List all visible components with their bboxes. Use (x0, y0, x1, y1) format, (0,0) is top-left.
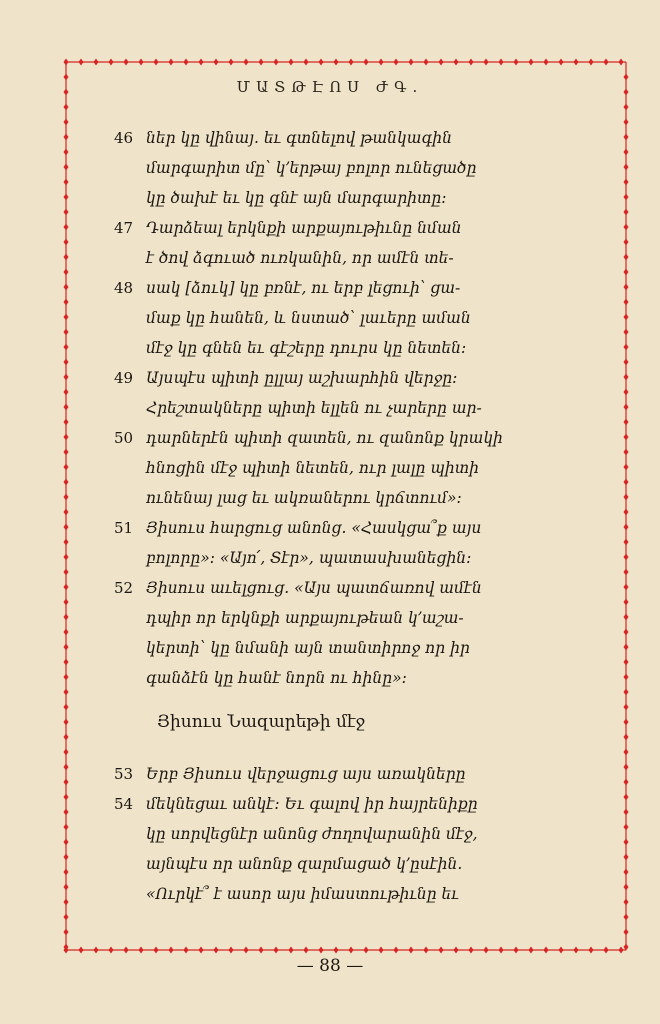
verse-text: կը սորվեցնէր անոնց ժողովարանին մէջ, (146, 825, 478, 843)
verse-text: կերտի՝ կը նմանի այն տանտիրոջ որ իր (146, 639, 470, 657)
page-number: — 88 — (296, 956, 364, 976)
verse-line (114, 572, 588, 604)
verse-line (118, 662, 588, 694)
verse-number: 46 (114, 129, 134, 147)
verse-line (118, 848, 588, 880)
verse-text: Յիսուս աւելցուց. «Այս պատճառով ամէն (146, 579, 482, 597)
verse-number: 48 (114, 279, 134, 297)
verse-line (118, 482, 588, 514)
verse-line (118, 392, 588, 424)
verse-number: 54 (114, 795, 134, 813)
verse-text: գանձէն կը հանէ նորն ու հինը»: (146, 669, 407, 687)
verse-number: 52 (114, 579, 134, 597)
verse-number: 51 (114, 519, 134, 537)
verse-text: կը ծախէ եւ կը գնէ այն մարգարիտը: (146, 189, 447, 207)
verse-line (118, 182, 588, 214)
verse-line (118, 302, 588, 334)
verse-text: այնպէս որ անոնք զարմացած կ՚ըսէին. (146, 855, 463, 873)
verse-line (114, 212, 588, 244)
verse-line (114, 788, 588, 820)
verse-text: դպիր որ երկնքի արքայութեան կ՚աշա- (146, 609, 464, 627)
verse-line (118, 242, 588, 274)
verse-text: է ծով ձգուած ուռկանին, որ ամէն տե- (146, 249, 454, 267)
verse-line (114, 422, 588, 454)
verse-number: 50 (114, 429, 134, 447)
verse-line (114, 758, 588, 790)
verse-text: «Ուրկէ՞ է ասոր այս իմաստութիւնը եւ (146, 885, 459, 903)
verse-text: ունենայ լաց եւ ակռաներու կրճտում»: (146, 489, 462, 507)
verse-text: Դարձեալ երկնքի արքայութիւնը նման (146, 219, 462, 237)
verse-line (118, 452, 588, 484)
verse-text: մաք կը հանեն, և նստած՝ լաւերը աման (146, 309, 471, 327)
section-heading: Յիսուս Նազարեթի մէջ (157, 712, 366, 732)
running-header: ՄԱՏԹԷՈՍ ԺԳ. (236, 78, 424, 96)
verse-text: մէջ կը գնեն եւ գէշերը դուրս կը նետեն: (146, 339, 467, 357)
verse-line (114, 272, 588, 304)
verse-text: մեկնեցաւ անկէ: Եւ գալով իր հայրենիքը (146, 795, 478, 813)
verse-text: Հրեշտակները պիտի ելլեն ու չարերը ար- (146, 399, 482, 417)
verse-text: հնոցին մէջ պիտի նետեն, ուր լալը պիտի (146, 459, 479, 477)
verse-text: Յիսուս հարցուց անոնց. «Հասկցա՞ք այս (146, 519, 482, 537)
verse-line (114, 512, 588, 544)
verse-line (114, 362, 588, 394)
verse-text: դարներէն պիտի զատեն, ու զանոնք կրակի (146, 429, 503, 447)
verse-line (118, 332, 588, 364)
verse-text: մարգարիտ մը՝ կ՚երթայ բոլոր ունեցածը (146, 159, 477, 177)
verse-line (118, 152, 588, 184)
verse-line (118, 632, 588, 664)
verse-line (118, 602, 588, 634)
verse-line (118, 878, 588, 910)
verse-text: սակ [ձուկ] կը բռնէ, ու երբ լեցուի՝ ցա- (146, 279, 461, 297)
verse-number: 49 (114, 369, 134, 387)
verse-text: Այսպէս պիտի ըլլայ աշխարհին վերջը: (146, 369, 458, 387)
verse-text: Երբ Յիսուս վերջացուց այս առակները (146, 765, 466, 783)
verse-line (118, 818, 588, 850)
verse-line (118, 542, 588, 574)
verse-number: 47 (114, 219, 134, 237)
verse-line (114, 122, 588, 154)
verse-text: ներ կը վինայ. եւ գտնելով թանկագին (146, 129, 452, 147)
verse-text: բոլորը»: «Այո՛, Տէր», պատասխանեցին: (146, 549, 472, 567)
verse-number: 53 (114, 765, 134, 783)
